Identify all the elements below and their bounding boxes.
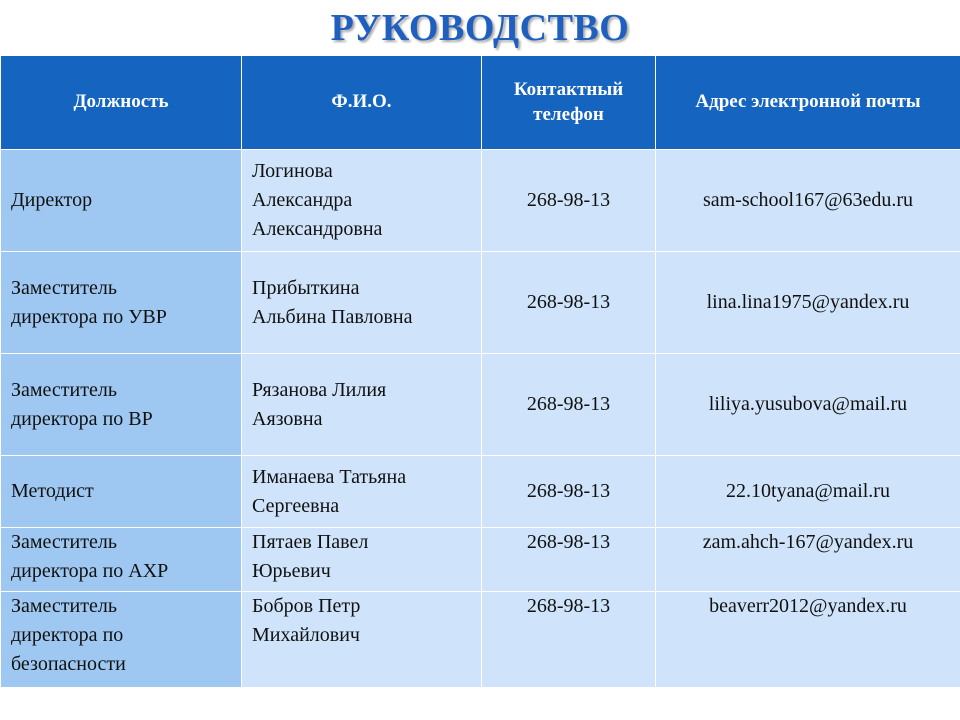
table-header-row — [1, 56, 960, 150]
cell-full-name: Логинова Александра Александровна — [242, 150, 482, 252]
cell-position: Заместитель директора по ВР — [1, 354, 242, 456]
cell-phone: 268-98-13 — [482, 456, 656, 528]
cell-full-name: Прибыткина Альбина Павловна — [242, 252, 482, 354]
cell-email: sam-school167@63edu.ru — [656, 150, 960, 252]
table-row — [1, 354, 960, 456]
cell-full-name: Пятаев Павел Юрьевич — [242, 528, 482, 592]
header-email: Адрес электронной почты — [656, 56, 960, 150]
cell-email: beaverr2012@yandex.ru — [656, 592, 960, 688]
cell-email: liliya.yusubova@mail.ru — [656, 354, 960, 456]
cell-phone: 268-98-13 — [482, 150, 656, 252]
cell-email: lina.lina1975@yandex.ru — [656, 252, 960, 354]
header-full-name: Ф.И.О. — [242, 56, 482, 150]
header-phone: Контактный телефон — [482, 56, 656, 150]
management-table — [0, 55, 960, 688]
table-row — [1, 150, 960, 252]
cell-full-name: Рязанова Лилия Аязовна — [242, 354, 482, 456]
cell-full-name: Иманаева Татьяна Сергеевна — [242, 456, 482, 528]
cell-position: Заместитель директора по безопасности — [1, 592, 242, 688]
table-row — [1, 528, 960, 592]
cell-email: zam.ahch-167@yandex.ru — [656, 528, 960, 592]
cell-email: 22.10tyana@mail.ru — [656, 456, 960, 528]
cell-full-name: Бобров Петр Михайлович — [242, 592, 482, 688]
header-position: Должность — [1, 56, 242, 150]
cell-position: Методист — [1, 456, 242, 528]
cell-position: Заместитель директора по АХР — [1, 528, 242, 592]
table-row — [1, 456, 960, 528]
table-row — [1, 592, 960, 688]
cell-position: Заместитель директора по УВР — [1, 252, 242, 354]
table-row — [1, 252, 960, 354]
cell-phone: 268-98-13 — [482, 354, 656, 456]
cell-phone: 268-98-13 — [482, 528, 656, 592]
cell-phone: 268-98-13 — [482, 252, 656, 354]
cell-position: Директор — [1, 150, 242, 252]
cell-phone: 268-98-13 — [482, 592, 656, 688]
page-title: РУКОВОДСТВО — [330, 7, 630, 49]
